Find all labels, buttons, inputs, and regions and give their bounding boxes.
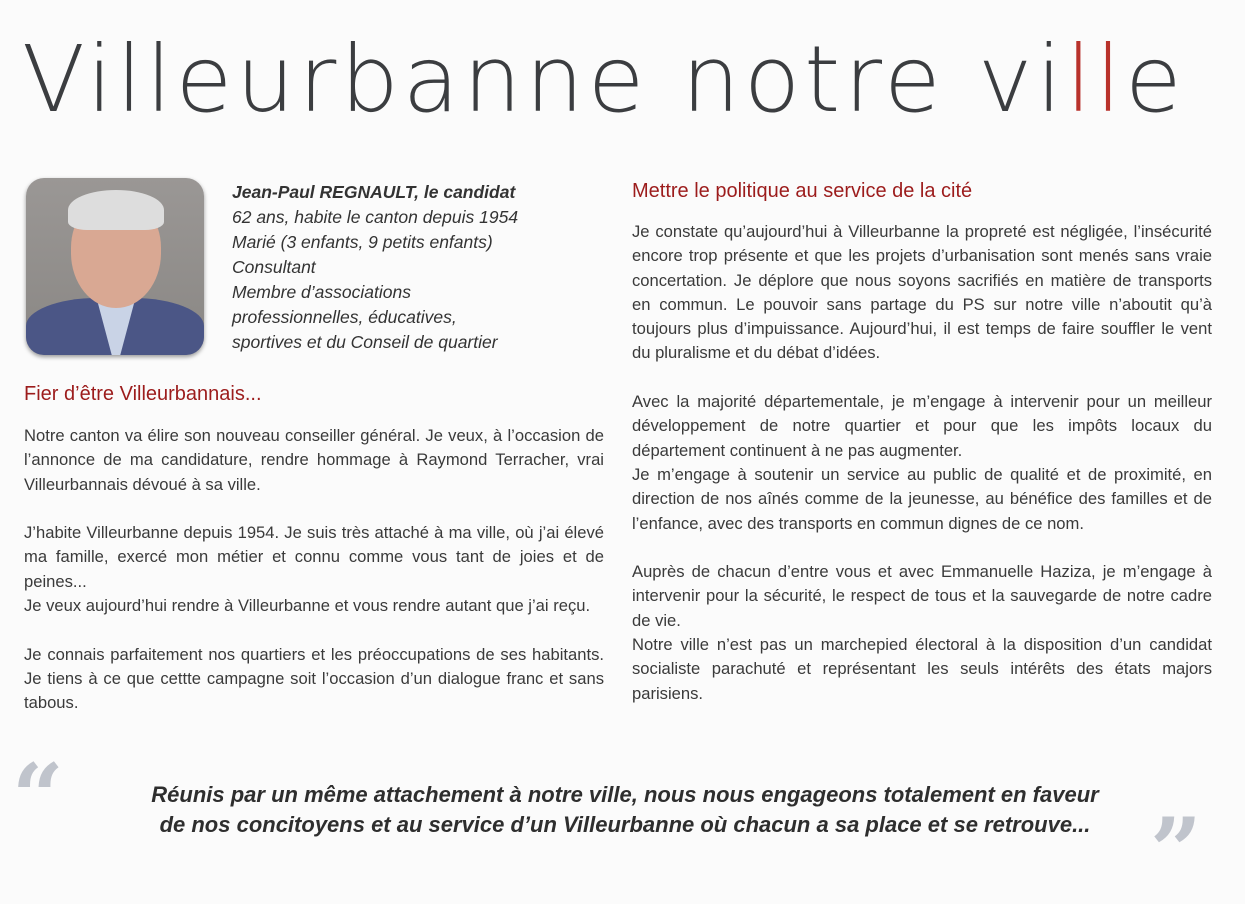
bio-line: Membre d’associations [232,282,411,302]
left-column [24,424,604,740]
candidate-name: Jean-Paul REGNAULT, le candidat [232,182,516,202]
close-quote-icon: ” [1150,798,1202,904]
right-heading: Mettre le politique au service de la cité [632,180,973,202]
paragraph: Je veux aujourd’hui rendre à Villeurbanne et vous rendre autant que j’ai reçu. [24,596,591,616]
paragraph: Avec la majorité départementale, je m’engage à intervenir pour un meilleur développement de notre quartier et pour que les impôts locaux du département continuent à ne pas augmenter. [632,392,1212,460]
title-accent: ll [1065,26,1126,133]
quote-line: de nos concitoyens et au service d’un Villeurbanne où chacun a sa place et se retrouve... [159,812,1091,837]
left-heading: Fier d’être Villeurbannais... [24,383,262,405]
open-quote-icon: “ [12,744,64,850]
paragraph: Je m’engage à soutenir un service au public de qualité et de proximité, en direction de nos aînés comme de la jeunesse, au bénéfice des familles et de l’enfance, avec des transports en commun dignes de ce nom. [632,464,1212,533]
candidate-photo [26,178,204,355]
title-text: Villeurbanne notre vi [22,26,1066,133]
paragraph: Notre ville n’est pas un marchepied électoral à la disposition d’un candidat socialiste parachuté et représentant les seuls intérêts des états majors parisiens. [632,635,1212,703]
page-title [22,26,1186,133]
bio-line: 62 ans, habite le canton depuis 1954 [232,207,519,227]
bio-line: professionnelles, éducatives, [232,307,457,327]
paragraph: J’habite Villeurbanne depuis 1954. Je suis très attaché à ma ville, où j’ai élevé ma famille, exercé mon métier et connu comme vous tant de joies et de peines... [24,523,604,591]
title-end: e [1125,26,1186,133]
bio-line: sportives et du Conseil de quartier [232,332,498,352]
bio-line: Consultant [232,257,316,277]
right-column [632,220,1212,730]
closing-quote [70,780,1180,840]
paragraph: Auprès de chacun d’entre vous et avec Emmanuelle Haziza, je m’engage à intervenir pour la sécurité, le respect de tous et la sauvegarde de notre cadre de vie. [632,562,1212,630]
candidate-bio [232,180,612,355]
paragraph: Je constate qu’aujourd’hui à Villeurbanne la propreté est négligée, l’insécurité encore trop présente et que les projets d’urbanisation sont menés sans vraie concertation. Je déplore que nous soyons sacrifiés en matière de transports en commun. Le pouvoir sans partage du PS sur notre ville n’aboutit qu’à toujours plus d’impuissance. Aujourd’hui, il est temps de faire souffler le vent du pluralisme et du débat d’idées. [632,222,1212,363]
quote-line: Réunis par un même attachement à notre ville, nous nous engageons totalement en faveur [151,782,1099,807]
paragraph: Notre canton va élire son nouveau conseiller général. Je veux, à l’occasion de l’annonce de ma candidature, rendre hommage à Raymond Terracher, vrai Villeurbannais dévoué à sa ville. [24,426,604,494]
paragraph: Je connais parfaitement nos quartiers et les préoccupations de ses habitants. Je tiens à ce que cettte campagne soit l’occasion d’un dialogue franc et sans tabous. [24,644,604,713]
bio-line: Marié (3 enfants, 9 petits enfants) [232,232,493,252]
